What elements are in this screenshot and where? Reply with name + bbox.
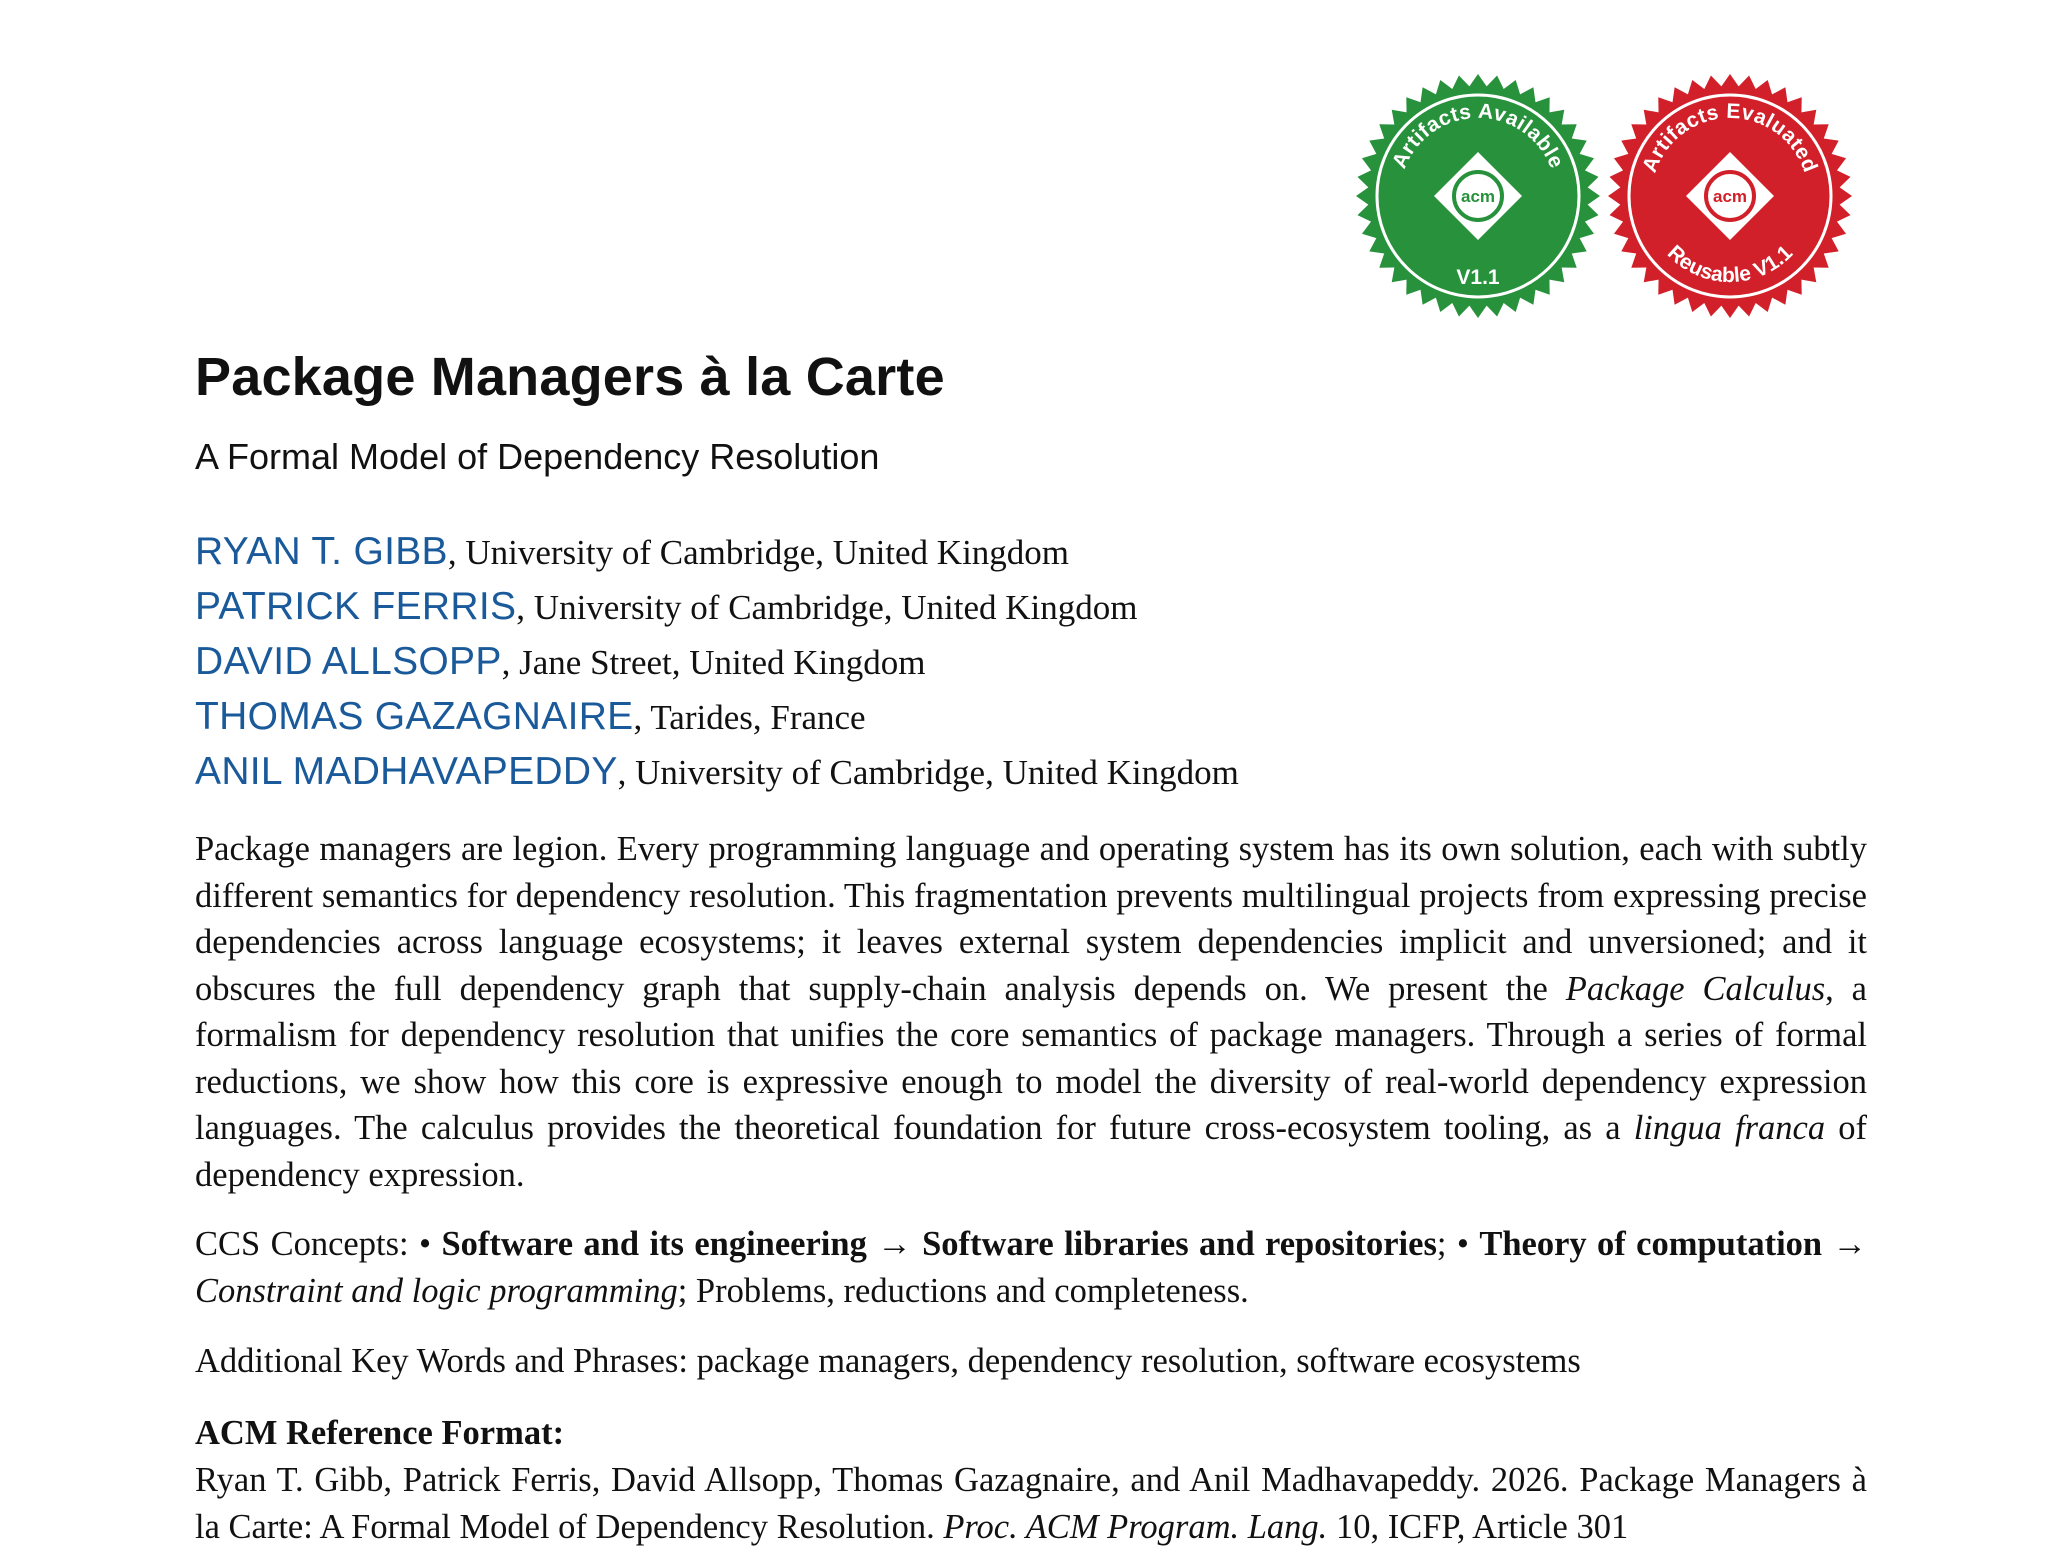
reference-body: Ryan T. Gibb, Patrick Ferris, David Allsopp, Thomas Gazagnaire, and Anil Madhavapeddy. 2026. Package Managers à la Carte: A Formal Model of Dependency Resolution. — [195, 1461, 1867, 1546]
ccs-concept: Theory of computation — [1479, 1225, 1823, 1263]
keywords: Additional Key Words and Phrases: package managers, dependency resolution, software ecosystems — [195, 1342, 1581, 1380]
author-entry — [195, 579, 1239, 634]
badge-bottom-text: Reusable V1.1 — [1662, 241, 1798, 288]
badge-arc-text: Artifacts Available — [1387, 99, 1569, 172]
artifact-badges — [1354, 72, 1854, 322]
author-name[interactable]: THOMAS GAZAGNAIRE — [195, 695, 634, 738]
author-affiliation: , University of Cambridge, United Kingdom — [447, 533, 1070, 572]
ccs-concepts — [195, 1221, 1867, 1314]
ccs-arrow: → — [866, 1225, 923, 1263]
reference-heading: ACM Reference Format: — [195, 1414, 565, 1452]
author-affiliation: , Tarides, France — [633, 698, 866, 737]
ccs-prefix: CCS Concepts: • — [195, 1225, 442, 1263]
abstract-text: Package managers are legion. Every programming language and operating system has its own solution, each with subtly different semantics for dependency resolution. This fragmentation prevents multilingual projects from expressing precise dependencies across language ecosystems; it leaves external system dependencies implicit and unversioned; and it obscures the full dependency graph that supply-chain analysis depends on. We present the — [195, 830, 1867, 1008]
ccs-concept-italic: Constraint and logic programming — [195, 1271, 678, 1310]
ccs-separator: ; • — [1436, 1225, 1480, 1263]
paper-subtitle: A Formal Model of Dependency Resolution — [195, 436, 880, 477]
ccs-suffix: ; Problems, reductions and completeness. — [677, 1271, 1249, 1310]
badge-bottom-text: V1.1 — [1456, 266, 1500, 289]
author-name[interactable]: DAVID ALLSOPP — [195, 640, 502, 683]
ccs-concept: Software libraries and repositories — [922, 1225, 1437, 1263]
ccs-concept: Software and its engineering — [441, 1225, 867, 1263]
author-affiliation: , University of Cambridge, United Kingdom — [617, 753, 1239, 792]
reference-text — [195, 1457, 1867, 1550]
author-name[interactable]: RYAN T. GIBB — [195, 530, 448, 573]
author-entry — [195, 744, 1239, 799]
ccs-arrow: → — [1822, 1225, 1867, 1263]
abstract-text: , a formalism for dependency resolution that unifies the core semantics of package managers. Through a series of formal reductions, we show how this core is expressive enough to model the diversity of real-world dependency expression languages. The calculus provides the theoretical foundation for future cross-ecosystem tooling, as a — [195, 969, 1867, 1147]
artifacts-evaluated-badge — [1606, 72, 1854, 320]
badge-center-text: acm — [1712, 187, 1748, 206]
abstract-text: of dependency expression. — [195, 1109, 1867, 1194]
author-affiliation: , University of Cambridge, United Kingdom — [516, 588, 1138, 627]
author-list — [195, 524, 1239, 799]
author-name[interactable]: ANIL MADHAVAPEDDY — [195, 750, 618, 793]
reference-venue: Proc. ACM Program. Lang. — [943, 1507, 1328, 1546]
author-entry — [195, 524, 1239, 579]
badge-arc-text: Artifacts Evaluated — [1638, 99, 1822, 176]
author-affiliation: , Jane Street, United Kingdom — [501, 643, 926, 682]
artifacts-available-badge — [1354, 72, 1602, 320]
abstract — [195, 826, 1867, 1198]
abstract-emphasis: Package Calculus — [1565, 969, 1826, 1008]
author-entry — [195, 689, 1239, 744]
reference-body: 10, ICFP, Article 301 — [1327, 1507, 1629, 1546]
abstract-emphasis: lingua franca — [1633, 1109, 1826, 1147]
author-name[interactable]: PATRICK FERRIS — [195, 585, 517, 628]
author-entry — [195, 634, 1239, 689]
paper-title: Package Managers à la Carte — [195, 347, 945, 407]
badge-center-text: acm — [1460, 187, 1496, 206]
